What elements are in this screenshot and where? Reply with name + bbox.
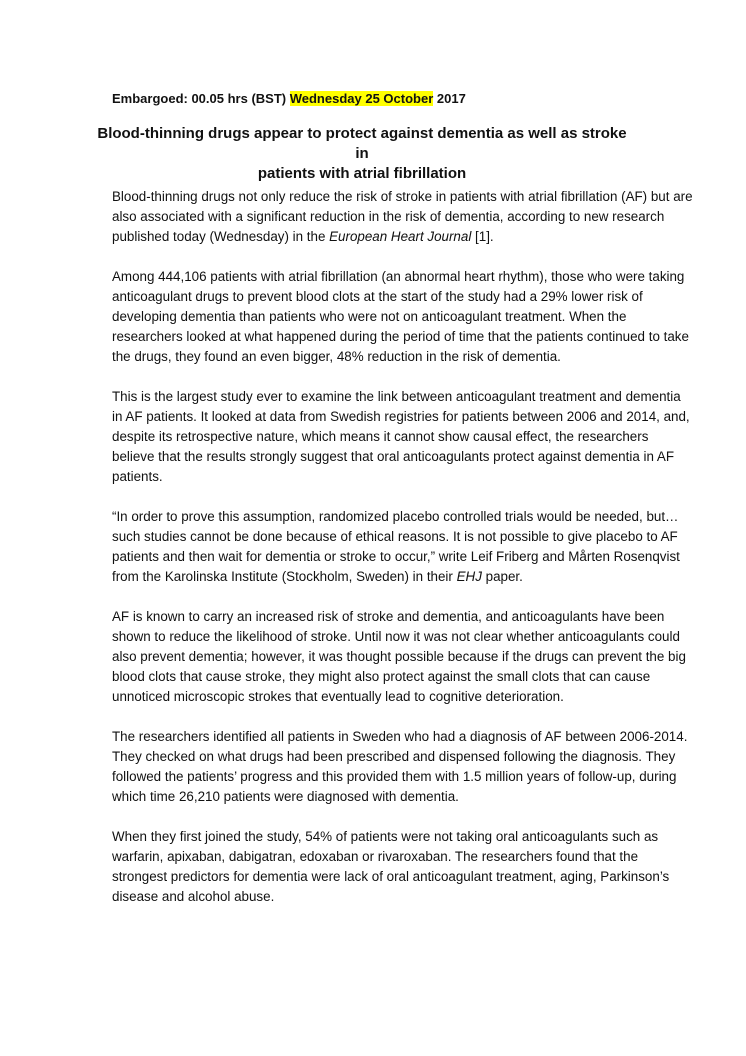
text-line bbox=[112, 627, 680, 647]
text-line bbox=[112, 427, 672, 447]
text-segment: unnoticed microscopic strokes that eventually lead to cognitive deterioration. bbox=[112, 689, 564, 704]
text-line bbox=[112, 607, 672, 627]
text-line bbox=[112, 787, 672, 807]
text-segment: patients and then wait for dementia or stroke to occur,” write Leif Friberg and Mårten Rosenqvist bbox=[112, 549, 680, 564]
text-segment: shown to reduce the likelihood of stroke. Until now it was not clear whether anticoagulants could bbox=[112, 629, 680, 644]
text-line bbox=[112, 867, 672, 887]
text-segment: Blood-thinning drugs not only reduce the risk of stroke in patients with atrial fibrillation (AF) but are bbox=[112, 189, 693, 204]
text-segment: from the Karolinska Institute (Stockholm, Sweden) in their bbox=[112, 569, 457, 584]
text-segment: published today (Wednesday) in the bbox=[112, 229, 330, 244]
text-line bbox=[112, 747, 676, 767]
text-segment: The researchers identified all patients in Sweden who had a diagnosis of AF between 2006-2014. bbox=[112, 729, 688, 744]
paragraph bbox=[112, 507, 680, 587]
embargo-date-highlight: Wednesday 25 October bbox=[289, 91, 434, 106]
paragraph bbox=[112, 387, 690, 487]
text-segment: “In order to prove this assumption, randomized placebo controlled trials would be needed, but… bbox=[112, 509, 679, 524]
text-segment: also prevent dementia; however, it was thought possible because if the drugs can prevent the big bbox=[112, 649, 686, 664]
article-body bbox=[112, 187, 693, 927]
text-line bbox=[112, 447, 672, 467]
text-line bbox=[112, 887, 672, 907]
text-segment: disease and alcohol abuse. bbox=[112, 889, 275, 904]
text-segment: such studies cannot be done because of ethical reasons. It is not possible to give placebo to AF bbox=[112, 529, 678, 544]
text-line bbox=[112, 207, 672, 227]
italic-text: EHJ bbox=[456, 569, 482, 584]
paragraph bbox=[112, 727, 688, 807]
text-segment: the drugs, they found an even bigger, 48% reduction in the risk of dementia. bbox=[112, 349, 561, 364]
paragraph bbox=[112, 267, 689, 367]
paragraph bbox=[112, 607, 686, 707]
text-line bbox=[112, 507, 679, 527]
text-line bbox=[112, 667, 672, 687]
text-line bbox=[112, 567, 672, 587]
text-line bbox=[112, 407, 690, 427]
embargo-year: 2017 bbox=[433, 91, 466, 106]
text-segment: warfarin, apixaban, dabigatran, edoxaban or rivaroxaban. The researchers found that the bbox=[112, 849, 639, 864]
text-line bbox=[112, 687, 672, 707]
text-segment: believe that the results strongly suggest that oral anticoagulants protect against dementia in AF bbox=[112, 449, 674, 464]
text-segment: also associated with a significant reduction in the risk of dementia, according to new research bbox=[112, 209, 665, 224]
text-line bbox=[112, 527, 678, 547]
text-line bbox=[112, 727, 688, 747]
text-segment: This is the largest study ever to examine the link between anticoagulant treatment and dementia bbox=[112, 389, 681, 404]
text-line bbox=[112, 227, 672, 247]
text-segment: researchers looked at what happened during the period of time that the patients continued to take bbox=[112, 329, 689, 344]
text-segment: paper. bbox=[481, 569, 523, 584]
text-line bbox=[112, 187, 693, 207]
text-segment: They checked on what drugs had been prescribed and dispensed following the diagnosis. They bbox=[112, 749, 676, 764]
text-segment: When they first joined the study, 54% of patients were not taking oral anticoagulants such as bbox=[112, 829, 659, 844]
paragraph bbox=[112, 187, 693, 247]
text-segment: [1]. bbox=[471, 229, 494, 244]
paragraph bbox=[112, 827, 672, 907]
text-segment: followed the patients’ progress and this provided them with 1.5 million years of follow-up, during bbox=[112, 769, 677, 784]
text-line bbox=[112, 307, 672, 327]
text-segment: patients. bbox=[112, 469, 163, 484]
text-segment: despite its retrospective nature, which means it cannot show causal effect, the researchers bbox=[112, 429, 649, 444]
text-segment: in AF patients. It looked at data from Swedish registries for patients between 2006 and 2014, and, bbox=[112, 409, 690, 424]
embargo-prefix: Embargoed: 00.05 hrs (BST) bbox=[112, 91, 290, 106]
headline-line-2: patients with atrial fibrillation bbox=[257, 165, 467, 182]
text-line bbox=[112, 267, 685, 287]
headline-line-1: Blood-thinning drugs appear to protect against dementia as well as stroke in bbox=[97, 125, 627, 162]
text-segment: developing dementia than patients who were not on anticoagulant treatment. When the bbox=[112, 309, 627, 324]
text-line bbox=[112, 387, 681, 407]
text-segment: which time 26,210 patients were diagnosed with dementia. bbox=[112, 789, 459, 804]
text-line bbox=[112, 327, 689, 347]
italic-text: European Heart Journal bbox=[329, 229, 472, 244]
text-segment: blood clots that cause stroke, they might also protect against the small clots that can cause bbox=[112, 669, 651, 684]
text-line bbox=[112, 287, 672, 307]
text-segment: AF is known to carry an increased risk of stroke and dementia, and anticoagulants have been bbox=[112, 609, 665, 624]
text-line bbox=[112, 347, 672, 367]
text-segment: anticoagulant drugs to prevent blood clots at the start of the study had a 29% lower risk of bbox=[112, 289, 643, 304]
text-segment: strongest predictors for dementia were lack of oral anticoagulant treatment, aging, Parkinson’s bbox=[112, 869, 670, 884]
text-line bbox=[112, 767, 677, 787]
text-line bbox=[112, 847, 672, 867]
headline bbox=[92, 124, 632, 184]
text-line bbox=[112, 647, 686, 667]
text-segment: Among 444,106 patients with atrial fibrillation (an abnormal heart rhythm), those who were taking bbox=[112, 269, 685, 284]
text-line bbox=[112, 827, 672, 847]
text-line bbox=[112, 547, 680, 567]
text-line bbox=[112, 467, 672, 487]
embargo-line bbox=[112, 90, 466, 108]
